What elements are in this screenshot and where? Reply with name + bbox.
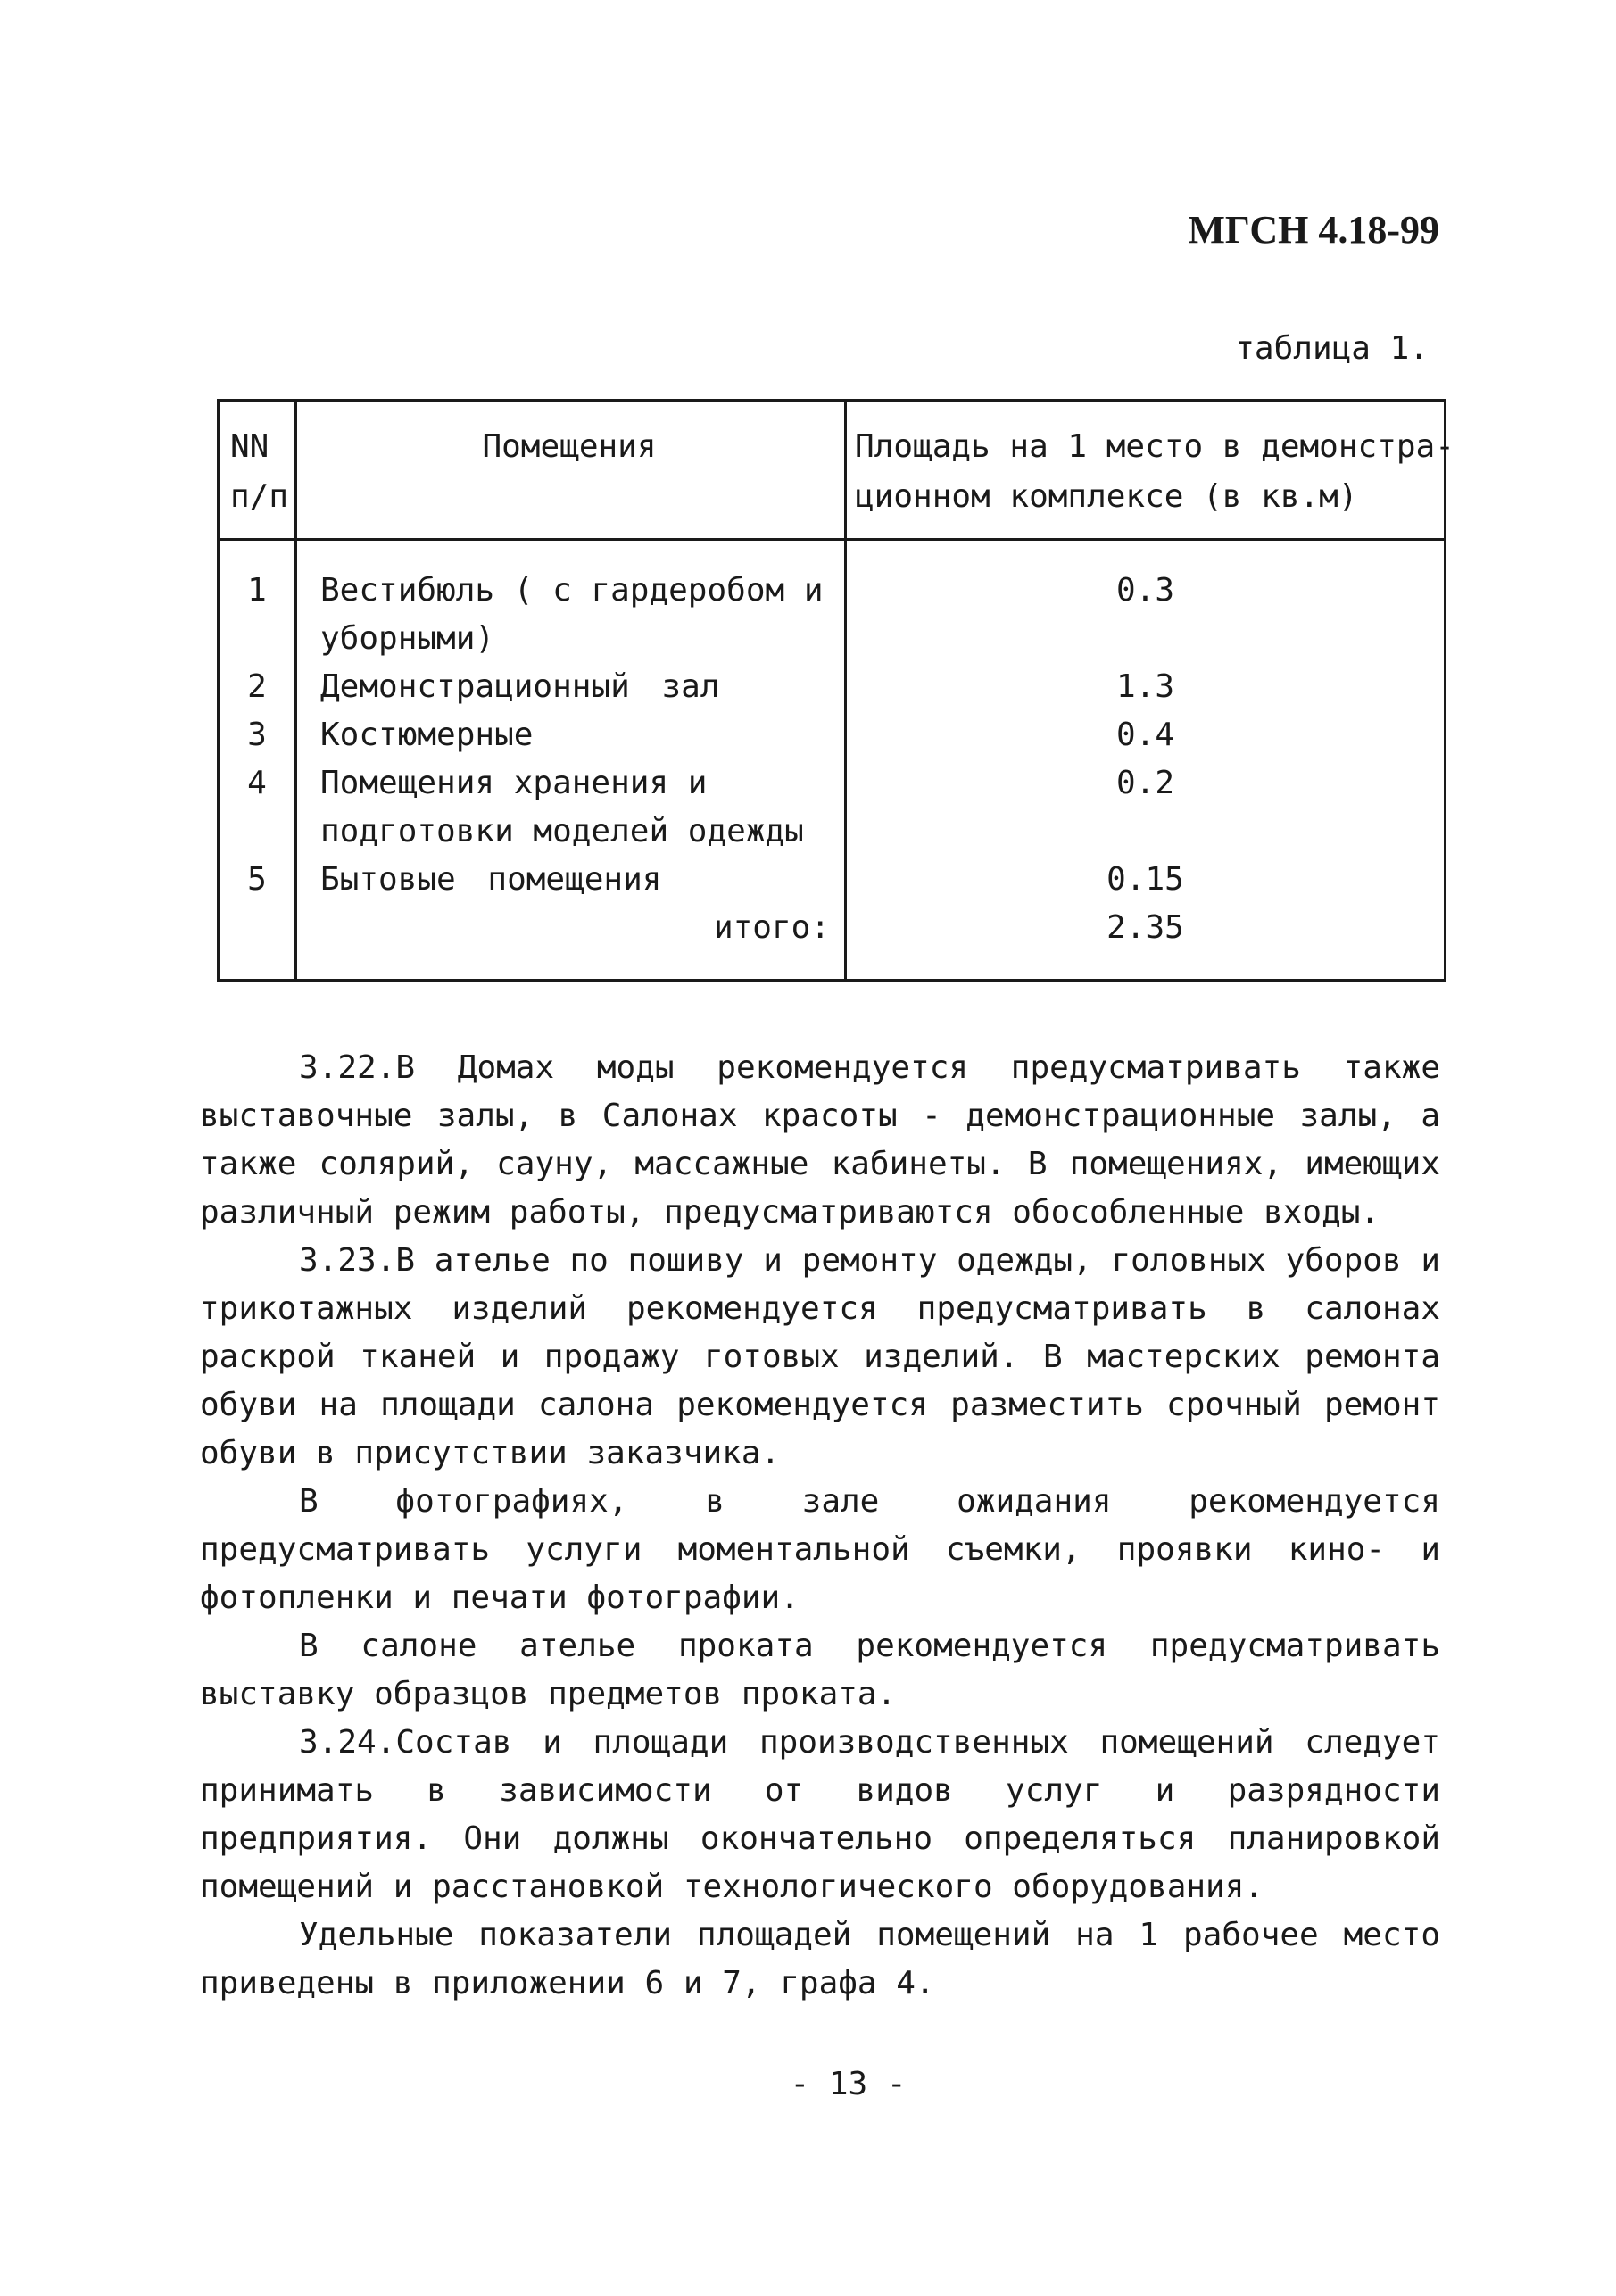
- row-5-num: 5: [247, 861, 267, 898]
- row-2-num: 2: [247, 668, 267, 705]
- page-number: - 13 -: [790, 2066, 907, 2102]
- row-1-area: 0.3: [1115, 572, 1175, 609]
- header-num-line2: п/п: [230, 478, 289, 515]
- row-3-num: 3: [247, 717, 267, 753]
- total-label: итого:: [713, 909, 830, 946]
- row-3-room-line1: Костюмерные: [320, 717, 534, 753]
- row-5-room-line1: Бытовые помещения: [320, 861, 662, 898]
- row-4-num: 4: [247, 765, 267, 801]
- total-value: 2.35: [1106, 909, 1184, 946]
- area-table: [217, 399, 1454, 982]
- row-4-room-line1: Помещения хранения и: [320, 765, 708, 801]
- row-5-area: 0.15: [1106, 861, 1184, 898]
- header-room: Помещения: [482, 428, 657, 465]
- header-area-line1: Площадь на 1 место в демонстра-: [855, 428, 1454, 465]
- paragraph-specific-area: Удельные показатели площадей помещений на 1 рабочее место приведены в приложении 6 и 7, графа 4.: [200, 1917, 1440, 2002]
- row-4-room-line2: подготовки моделей одежды: [320, 813, 804, 850]
- paragraph-rental: В салоне ателье проката рекомендуется предусматривать выставку образцов предметов проката.: [200, 1628, 1440, 1712]
- header-divider: [220, 538, 1444, 541]
- column-divider: [294, 402, 297, 979]
- paragraph-3-24: 3.24.Состав и площади производственных помещений следует принимать в зависимости от видов услуг и разрядности предприятия. Они должны окончательно определяться планировкой помещений и расстановкой технологического оборудования.: [200, 1724, 1440, 1905]
- row-1-room-line1: Вестибюль ( с гардеробом и: [320, 572, 824, 609]
- row-2-area: 1.3: [1115, 668, 1175, 705]
- body-text: [200, 1044, 1440, 2008]
- paragraph-3-23: 3.23.В ателье по пошиву и ремонту одежды, головных уборов и трикотажных изделий рекомендуется предусматривать в салонах раскрой тканей и продажу готовых изделий. В мастерских ремонта обуви на площади салона рекомендуется разместить срочный ремонт обуви в присутствии заказчика.: [200, 1242, 1440, 1471]
- document-code: МГСН 4.18-99: [1188, 208, 1439, 252]
- table-caption: таблица 1.: [1235, 330, 1429, 367]
- header-area-line2: ционном комплексе (в кв.м): [855, 478, 1358, 515]
- row-1-num: 1: [247, 572, 267, 609]
- paragraph-3-22: 3.22.В Домах моды рекомендуется предусматривать также выставочные залы, в Салонах красоты - демонстрационные залы, а также солярий, сауну, массажные кабинеты. В помещениях, имеющих различный режим работы, предусматриваются обособленные входы.: [200, 1049, 1440, 1231]
- row-4-area: 0.2: [1115, 765, 1175, 801]
- row-2-room-line1: Демонстрационный зал: [320, 668, 720, 705]
- header-num-line1: NN: [230, 428, 269, 465]
- row-1-room-line2: уборными): [320, 620, 495, 657]
- row-3-area: 0.4: [1115, 717, 1175, 753]
- paragraph-photo: В фотографиях, в зале ожидания рекомендуется предусматривать услуги моментальной съемки, проявки кино- и фотопленки и печати фотографии.: [200, 1483, 1440, 1616]
